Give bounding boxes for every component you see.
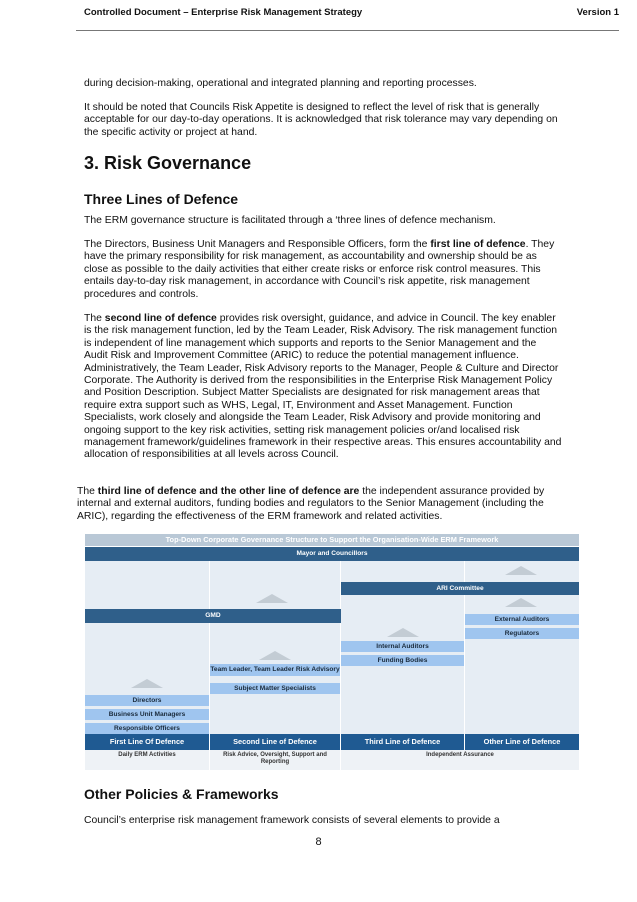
header-title: Controlled Document – Enterprise Risk Management Strategy [84, 7, 363, 18]
first-line-label: First Line Of Defence [85, 734, 209, 750]
diagram-title: Top-Down Corporate Governance Structure to Support the Organisation-Wide ERM Framework [85, 534, 579, 546]
second-line-text-b: provides risk oversight, guidance, and advice in Council. The key enabler is the risk management function, led by the Team Leader, Risk Advisory. The risk management function is independent of line management which supports and reports to the Senior Management and the Audit Risk and Improvement Committee (ARIC) to reduce the potential management influence. Administratively, the Team Leader, Risk Advisory reports to the Manager, People & Culture and Director Corporate. The Authority is derived from the responsibilities in the Enterprise Risk Management Policy and Position Description. Subject Matter Specialists are designated for risk management areas that require extra support such as WHS, Legal, IT, Environment and Asset Management. Function Specialists, work closely and alongside the Team Leader, Risk Advisory and provide monitoring and ongoing support to the key risk activities, setting risk management policies or/and localised risk management framework/guidelines framework in their respective areas. This ensures accountability and allocation of responsibilities at all levels across Council. [84, 313, 562, 461]
team-leader-box: Team Leader, Team Leader Risk Advisory [210, 664, 340, 676]
regulators-box: Regulators [465, 628, 579, 639]
header-version: Version 1 [576, 7, 619, 18]
paragraph-risk-appetite: It should be noted that Councils Risk Appetite is designed to reflect the level of risk that is generally acceptable for our day-to-day operations. It is acknowledged that risk tolerance may vary depending on the specific activity or project at hand. [84, 102, 558, 138]
directors-box: Directors [85, 695, 209, 706]
second-line-description: Risk Advice, Oversight, Support and Reporting [210, 750, 340, 770]
paragraph-second-line [84, 313, 562, 462]
document-header [84, 7, 619, 27]
other-line-label: Other Line of Defence [465, 734, 579, 750]
funding-bodies-box: Funding Bodies [341, 655, 464, 666]
subject-matter-specialists-box: Subject Matter Specialists [210, 683, 340, 694]
third-line-label: Third Line of Defence [341, 734, 464, 750]
arrow-up-icon [256, 594, 288, 603]
arrow-up-icon [505, 566, 537, 575]
internal-auditors-box: Internal Auditors [341, 641, 464, 652]
arrow-up-icon [505, 598, 537, 607]
paragraph-structure: The ERM governance structure is facilitated through a ‘three lines of defence mechanism. [84, 215, 496, 226]
responsible-officers-box: Responsible Officers [85, 723, 209, 734]
governance-diagram [85, 534, 579, 768]
external-auditors-box: External Auditors [465, 614, 579, 625]
mayor-bar: Mayor and Councillors [85, 547, 579, 561]
paragraph-intro: during decision-making, operational and integrated planning and reporting processes. [84, 78, 477, 89]
second-line-emphasis: second line of defence [104, 313, 217, 324]
first-line-description: Daily ERM Activities [85, 750, 209, 770]
paragraph-third-line [77, 486, 562, 523]
first-line-text-b: . They have the primary responsibility for risk management, as accountability and ownership should be as close as possible to the daily activities that either create risks or enforce risk control measures. This entails day-to-day risk management, in accordance with Council’s risk appetite, risk management procedures and controls. [84, 239, 555, 300]
first-line-text-a: The Directors, Business Unit Managers and Responsible Officers, form the [84, 239, 431, 250]
column-second-line [210, 561, 340, 734]
third-line-emphasis: third line of defence and the other line of defence are [97, 486, 360, 497]
gmd-bar: GMD [85, 609, 341, 623]
arrow-up-icon [259, 651, 291, 660]
business-unit-managers-box: Business Unit Managers [85, 709, 209, 720]
header-divider [76, 30, 619, 31]
page-number: 8 [315, 836, 322, 848]
aric-bar: ARI Committee [341, 582, 579, 595]
section-heading: 3. Risk Governance [84, 153, 252, 173]
arrow-up-icon [387, 628, 419, 637]
arrow-up-icon [131, 679, 163, 688]
second-line-label: Second Line of Defence [210, 734, 340, 750]
subheading-three-lines: Three Lines of Defence [84, 191, 239, 207]
paragraph-first-line [84, 239, 562, 301]
third-line-text-b: the independent assurance provided by internal and external auditors, funding bodies and regulators to the Senior Management (including the ARIC), regarding the effectiveness of the ERM framework and related activities. [77, 486, 545, 522]
subheading-other-policies: Other Policies & Frameworks [84, 786, 279, 802]
paragraph-other-policies: Council’s enterprise risk management framework consists of several elements to provide a [84, 815, 500, 826]
third-line-text-a: The [77, 486, 98, 497]
first-line-emphasis: first line of defence [430, 239, 526, 250]
third-line-description: Independent Assurance [341, 750, 579, 770]
second-line-text-a: The [84, 313, 105, 324]
